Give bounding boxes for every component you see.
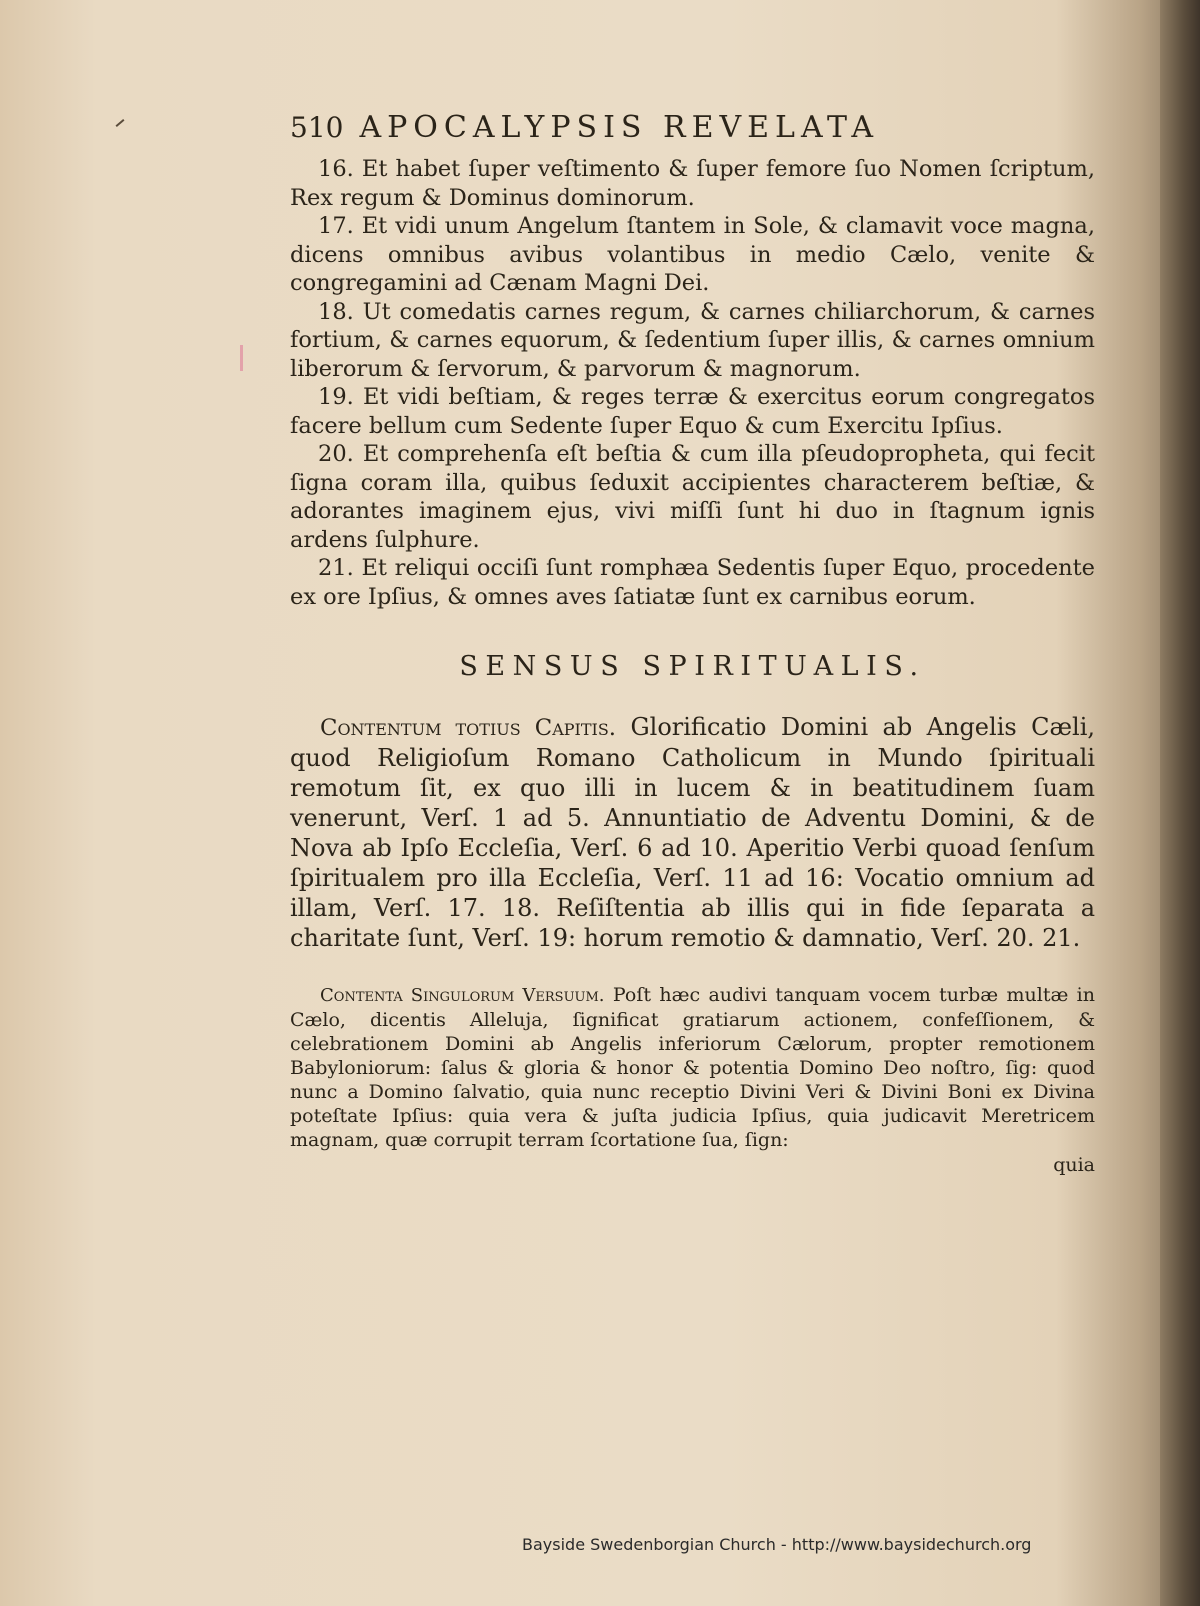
running-title: APOCALYPSIS REVELATA [359, 110, 880, 145]
contenta-text: Poſt hæc audivi tanquam vocem turbæ multæ in Cælo, dicentis Alleluja, ſignificat gratiarum actionem, confeſſionem, & celebrationem Domini ab Angelis inferiorum Cælorum, propter remotionem Babyloniorum: ſalus & gloria & honor & potentia Domino Deo noſtro, ſig: quod nunc a Domino ſalvatio, quia nunc receptio Divini Veri & Divini Boni ex Divina poteſtate Ipſius: quia vera & juſta judicia Ipſius, quia judicavit Meretricem magnam, quæ corrupit terram ſcortatione ſua, ſign: [290, 984, 1095, 1151]
verse-18: 18. Ut comedatis carnes regum, & carnes chiliarchorum, & carnes fortium, & carnes equorum, & ſedentium ſuper illis, & carnes omnium liberorum & ſervorum, & parvorum & magnorum. [290, 298, 1095, 382]
verse-21: 21. Et reliqui occiſi ſunt romphæa Sedentis ſuper Equo, procedente ex ore Ipſius, & omnes aves ſatiatæ ſunt ex carnibus eorum. [290, 555, 1095, 610]
contenta-paragraph [290, 983, 1095, 1152]
contentum-paragraph [290, 712, 1095, 953]
catchword: quia [1053, 1154, 1095, 1176]
margin-mark [116, 119, 125, 127]
verse-16: 16. Et habet ſuper veſtimento & ſuper femore ſuo Nomen ſcriptum, Rex regum & Dominus dominorum. [290, 156, 1095, 211]
page-content [290, 110, 1095, 1176]
margin-pink-mark [240, 345, 243, 371]
contentum-text: Glorificatio Domini ab Angelis Cæli, quod Religioſum Romano Catholicum in Mundo ſpirituali remotum ſit, ex quo illi in lucem & in beatitudinem ſuam venerunt, Verſ. 1 ad 5. Annuntiatio de Adventu Domini, & de Nova ab Ipſo Eccleſia, Verſ. 6 ad 10. Aperitio Verbi quoad ſenſum ſpiritualem pro illa Eccleſia, Verſ. 11 ad 16: Vocatio omnium ad illam, Verſ. 17. 18. Reſiſtentia ab illis qui in fide ſeparata a charitate ſunt, Verſ. 19: horum remotio & damnatio, Verſ. 20. 21. [290, 713, 1096, 952]
book-spine-shadow [1160, 0, 1200, 1606]
verse-19: 19. Et vidi beſtiam, & reges terræ & exercitus eorum congregatos facere bellum cum Sedente ſuper Equo & cum Exercitu Ipſius. [290, 384, 1095, 439]
page-number: 510 [290, 111, 344, 144]
verse-17: 17. Et vidi unum Angelum ſtantem in Sole, & clamavit voce magna, dicens omnibus avibus volantibus in medio Cælo, venite & congregamini ad Cænam Magni Dei. [290, 213, 1095, 296]
running-head [290, 110, 1095, 145]
contenta-heading: Contenta Singulorum Versuum. [320, 985, 605, 1006]
contentum-heading: Contentum totius Capitis. [320, 715, 617, 741]
verse-20: 20. Et comprehenſa eſt beſtia & cum illa pſeudopropheta, qui fecit ſigna coram illa, quibus ſeduxit accipientes characterem beſtiæ, & adorantes imaginem ejus, vivi miſſi ſunt hi duo in ſtagnum ignis ardens ſulphure. [290, 441, 1095, 553]
section-title: SENSUS SPIRITUALIS. [459, 651, 926, 682]
footer-credit: Bayside Swedenborgian Church - http://www.baysidechurch.org [522, 1535, 1032, 1554]
